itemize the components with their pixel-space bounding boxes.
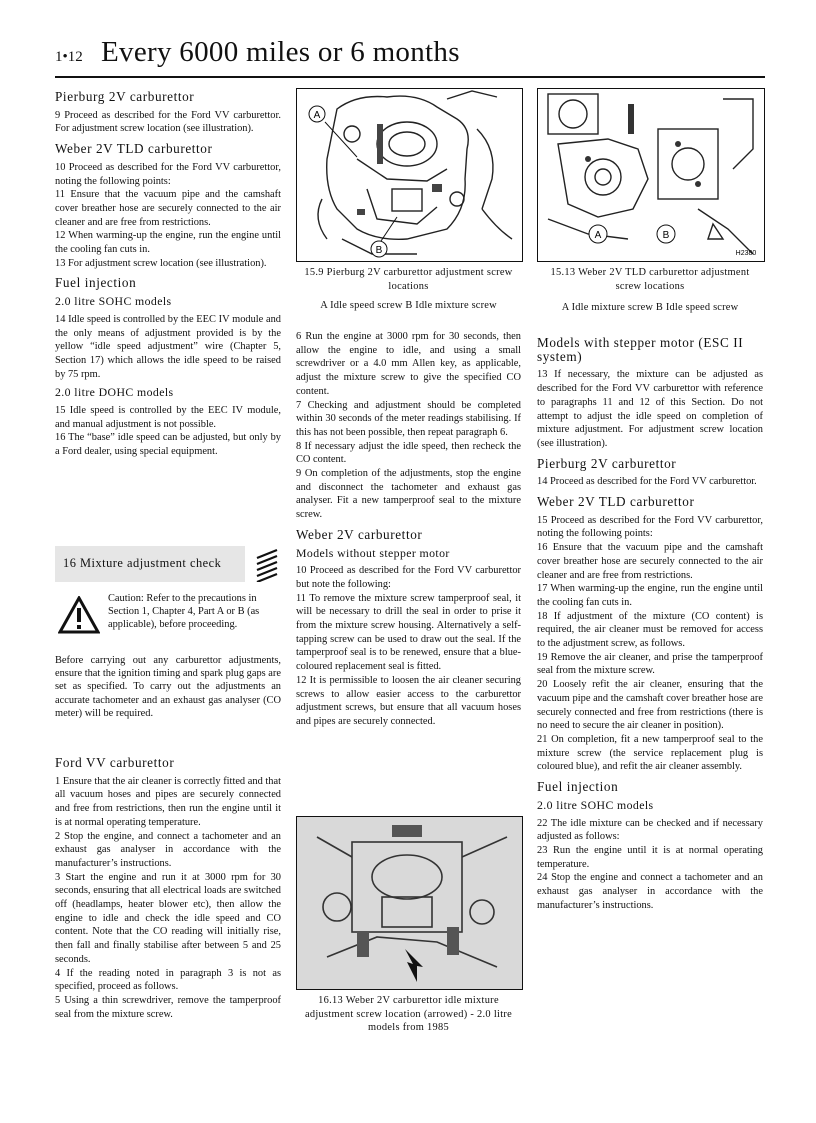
column-1-top [55,84,281,459]
figure-15-9-legend: A Idle speed screw B Idle mixture screw [320,300,497,311]
para-9: 9 Proceed as described for the Ford VV carburettor. For adjustment screw location (see illustration). [55,109,281,135]
heading-ford-vv: Ford VV carburettor [55,755,175,770]
para-18: 18 If adjustment of the mixture (CO content) is required, the air cleaner must be removed for access to the adjustment screw, as follows. [537,610,763,650]
para-4: 4 If the reading noted in paragraph 3 is not as specified, proceed as follows. [55,967,281,993]
heading-weber-2v: Weber 2V carburettor [296,526,423,542]
para-8: 8 If necessary adjust the idle speed, then recheck the CO content. [296,440,521,466]
fig-15-9-label-b: B [375,245,383,256]
para-10b: 10 Proceed as described for the Ford VV carburettor but note the following: [296,565,521,590]
para-24: 24 Stop the engine and connect a tachometer and an exhaust gas analyser in accordance with the manufacturer’s instructions. [537,872,763,911]
para-3: 3 Start the engine and run it at 3000 rpm for 30 seconds, ensuring that all electrical loads are switched off (headlamps, heater blower etc), then allow the engine to idle and check the idle speed and CO content. Note that the CO reading will initially rise, then fall and finally stabilise after between 5 and 25 seconds. [55,871,281,965]
para-9b: 9 On completion of the adjustments, stop the engine and disconnect the tachometer and exhaust gas analyser. Fit a new tamperproof seal to the mixture screw. [296,468,521,521]
fig-15-13-label-b: B [662,230,670,241]
para-11: 11 Ensure that the vacuum pipe and the camshaft cover breather hose are securely connected to the air cleaner and are free from restrictions. [55,189,281,228]
figure-15-13 [537,88,765,262]
heading-stepper-motor: Models with stepper motor (ESC II system) [537,335,744,364]
para-23: 23 Run the engine until it is at normal operating temperature. [537,844,763,870]
heading-pierburg-2: Pierburg 2V carburettor [537,455,677,471]
heading-fuel-injection: Fuel injection [55,275,137,291]
heading-weber-tld: Weber 2V TLD carburettor [55,141,213,157]
heading-sohc-2: 2.0 litre SOHC models [537,797,654,812]
caution-body: Before carrying out any carburettor adjustments, ensure that the ignition timing and spark plug gaps are set as specified. To carry out the adjustments an accurate tachometer and an exhaust gas analyser (CO meter) will be required. [55,655,281,719]
heading-fuel-injection-2: Fuel injection [537,779,619,795]
para-17: 17 When warming-up the engine, run the engine until the cooling fan cuts in. [537,583,763,608]
para-14: 14 Idle speed is controlled by the EEC IV module and the only means of adjustment provided is by the yellow “idle speed adjustment” wire (Chapter 5, Section 17) which allows the idle speed to be raised by 75 rpm. [55,313,281,380]
fig-15-13-code: H2380 [735,250,757,257]
weber-tld-carburettor-illustration [538,89,764,261]
column-2 [296,330,521,729]
para-2: 2 Stop the engine, and connect a tachometer and an exhaust gas analyser in accordance with the manufacturer’s instructions. [55,830,281,869]
figure-15-9 [296,88,523,262]
para-21: 21 On completion, fit a new tamperproof seal to the mixture screw (the service replacement plug is coloured blue), and refit the air cleaner assembly. [537,733,763,773]
para-19: 19 Remove the air cleaner, and prise the tamperproof seal from the mixture screw. [537,651,763,677]
column-3 [537,330,763,912]
header-rule [55,76,765,78]
para-20: 20 Loosely refit the air cleaner, ensuring that the vacuum pipe and the camshaft cover breather hose are securely connected and free from restrictions (there is no need to secure the air cleaner in position). [537,679,763,732]
para-22: 22 The idle mixture can be checked and if necessary adjusted as follows: [537,817,763,843]
heading-sohc: 2.0 litre SOHC models [55,294,172,309]
figure-16-13 [296,816,523,990]
para-1: 1 Ensure that the air cleaner is correctly fitted and that all vacuum hoses and pipes are securely connected and free from restrictions, then run the engine until it is at normal operating temperature. [55,775,281,828]
figure-15-13-caption: 15.13 Weber 2V TLD carburettor adjustment screw locations [550,267,750,292]
para-13b: 13 If necessary, the mixture can be adjusted as described for the Ford VV carburettor with reference to paragraphs 11 and 12 of this Section. Do not attempt to adjust the idle speed on completion of mixture adjustment. For adjustment screw location (see illustration). [537,369,763,449]
section-16-title: 16 Mixture adjustment check [63,556,222,570]
heading-weber-tld-2: Weber 2V TLD carburettor [537,494,695,510]
para-6: 6 Run the engine at 3000 rpm for 30 seconds, then allow the engine to idle, and using a small screwdriver or a 4.0 mm Allen key, as applicable, adjust the mixture screw to give the specified CO content. [296,331,521,397]
fig-15-13-label-a: A [594,230,602,241]
spanner-stripes-icon [255,548,281,582]
para-12b: 12 It is permissible to loosen the air cleaner securing screws to allow easier access to the carburettor adjustment screws, but ensure that all vacuum hoses and pipes are securely connected. [296,674,521,727]
figure-15-13-legend: A Idle mixture screw B Idle speed screw [561,302,739,313]
para-12: 12 When warming-up the engine, run the engine until the cooling fan cuts in. [55,230,281,256]
para-15b: 15 Proceed as described for the Ford VV carburettor, noting the following points: [537,514,763,540]
page-header [55,36,765,74]
para-16: 16 The “base” idle speed can be adjusted, but only by a Ford dealer, using special equipment. [55,432,281,458]
para-11b: 11 To remove the mixture screw tamperproof seal, it will be necessary to drill the seal in order to prise it from the mixture screw housing. Alternatively a self-tapping screw can be used to draw out the seal. If the tamperproof seal is to be renewed, ensure that a blue-coloured replacement seal is fitted. [296,592,521,673]
pierburg-carburettor-illustration [297,89,522,261]
para-10: 10 Proceed as described for the Ford VV carburettor, noting the following points: [55,161,281,187]
figure-15-9-caption: 15.9 Pierburg 2V carburettor adjustment screw locations [304,267,513,292]
heading-dohc: 2.0 litre DOHC models [55,385,174,400]
caution-text: Caution: Refer to the precautions in Section 1, Chapter 4, Part A or B (as applicable), before proceeding. [108,593,260,631]
para-14b: 14 Proceed as described for the Ford VV carburettor. [537,476,757,488]
para-13: 13 For adjustment screw location (see illustration). [55,257,267,269]
weber-2v-carburettor-photo [297,817,522,989]
page-title: Every 6000 miles or 6 months [101,36,460,68]
fig-15-9-label-a: A [313,110,321,121]
para-16b: 16 Ensure that the vacuum pipe and the camshaft cover breather hose are securely connected to the air cleaner and are free from restrictions. [537,542,763,581]
column-1-bottom [55,750,281,1021]
section-16-banner [55,546,281,582]
para-15: 15 Idle speed is controlled by the EEC IV module, and manual adjustment is not possible. [55,405,281,430]
heading-without-stepper: Models without stepper motor [296,545,450,560]
para-7: 7 Checking and adjustment should be completed within 30 seconds of the meter readings stabilising. If this has not been possible, then repeat paragraph 6. [296,399,521,438]
heading-pierburg: Pierburg 2V carburettor [55,89,195,104]
warning-triangle-icon [58,596,100,634]
figure-16-13-caption: 16.13 Weber 2V carburettor idle mixture adjustment screw location (arrowed) - 2.0 litre models from 1985 [304,995,513,1033]
page-number: 1•12 [55,49,83,65]
para-5: 5 Using a thin screwdriver, remove the tamperproof seal from the mixture screw. [55,994,281,1020]
